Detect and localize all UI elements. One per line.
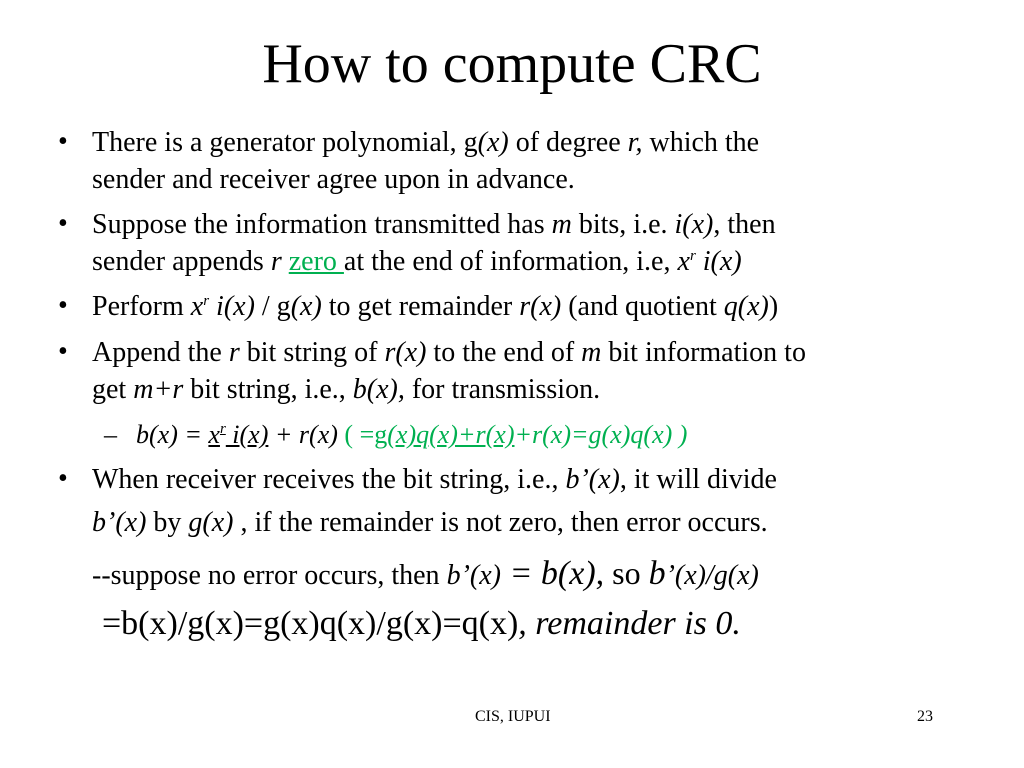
text-run: , then: [713, 209, 776, 240]
math-run: b’(x): [565, 464, 620, 495]
text-run: There is a generator polynomial, g: [92, 127, 478, 158]
text-run: =b(x)/g(x)=g(x)q(x)/g(x)=q(x): [102, 605, 519, 642]
text-run: to the end of: [426, 337, 582, 368]
sub-bullet-equation: [136, 418, 687, 452]
math-run: ’(x)/g(x): [665, 560, 759, 591]
text-run: which the: [642, 127, 760, 158]
text-run: at the end of information, i.e,: [343, 246, 678, 277]
math-run: r: [270, 246, 282, 277]
text-run: (and quotient: [561, 291, 724, 322]
text-run: --suppose no error occurs, then: [92, 560, 447, 591]
bullet-5-line-4: [102, 604, 741, 644]
superscript-r: r: [689, 248, 696, 264]
math-run: b’(x): [92, 507, 147, 538]
math-run: +r(x)=g(x)q(x) ): [514, 420, 688, 449]
text-run: so: [604, 555, 649, 591]
math-run: r(x): [384, 337, 427, 368]
text-run: to get remainder: [321, 291, 520, 322]
slide-title: How to compute CRC: [262, 33, 762, 95]
bullet-marker: •: [58, 290, 68, 321]
bullet-5-line-2: [92, 506, 768, 540]
math-run: (x): [290, 291, 322, 322]
math-run: m: [581, 337, 602, 368]
text-run: bit string, i.e.,: [183, 374, 353, 405]
bullet-1-line-1: [92, 126, 759, 160]
math-run: + r(x): [268, 420, 345, 449]
green-link[interactable]: (x)q(x)+r(x): [387, 420, 515, 449]
math-run: x: [677, 246, 690, 277]
text-run: When receiver receives the bit string, i.e.,: [92, 464, 566, 495]
text-run: Append the: [92, 337, 229, 368]
math-run: r(x): [519, 291, 562, 322]
text-run: ( =g: [344, 420, 388, 449]
text-run: bit information to: [601, 337, 806, 368]
text-run: for transmission.: [404, 374, 601, 405]
math-run: m+r: [133, 374, 184, 405]
footer-course: CIS, IUPUI: [475, 708, 551, 725]
bullet-4-line-2: [92, 373, 600, 407]
math-run: i(x): [209, 291, 255, 322]
math-run: r,: [627, 127, 643, 158]
math-run: b: [648, 555, 666, 592]
bullet-2-line-1: [92, 208, 776, 242]
bullet-3-line-1: [92, 290, 778, 324]
bullet-4-line-1: [92, 336, 806, 370]
text-run: sender appends: [92, 246, 271, 277]
bullet-1-line-2: sender and receiver agree upon in advance.: [92, 164, 575, 195]
bullet-marker: •: [58, 126, 68, 157]
text-run: get: [92, 374, 134, 405]
math-run: , remainder is 0.: [518, 605, 741, 642]
text-run: / g: [254, 291, 291, 322]
math-run: m: [551, 209, 572, 240]
math-run: b(x),: [352, 374, 405, 405]
math-run: i(x): [674, 209, 714, 240]
text-run: ): [768, 291, 779, 322]
math-run: i(x): [225, 420, 269, 449]
text-run: Suppose the information transmitted has: [92, 209, 552, 240]
superscript-r: r: [219, 421, 226, 437]
math-run: g(x): [188, 507, 234, 538]
math-run: r: [228, 337, 240, 368]
math-run: (x): [477, 127, 509, 158]
text-run: , it will divide: [619, 464, 777, 495]
superscript-r: r: [203, 293, 210, 309]
bullet-5-line-3: [92, 556, 759, 593]
bullet-2-line-2: [92, 245, 742, 279]
math-run: i(x): [695, 246, 742, 277]
text-run: , if the remainder is not zero, then error occurs.: [233, 507, 768, 538]
bullet-marker: •: [58, 336, 68, 367]
footer-page-number: 23: [917, 708, 933, 725]
text-run: of degree: [508, 127, 628, 158]
zero-link[interactable]: zero: [288, 246, 344, 277]
math-run: b(x) =: [136, 420, 209, 449]
sub-bullet-marker: –: [104, 420, 117, 449]
math-run: q(x): [723, 291, 769, 322]
bullet-5-line-1: [92, 463, 777, 497]
bullet-marker: •: [58, 208, 68, 239]
math-run: b’(x): [446, 560, 501, 591]
text-run: by: [146, 507, 189, 538]
text-run: Perform: [92, 291, 191, 322]
math-run: = b(x),: [500, 555, 605, 592]
bullet-marker: •: [58, 463, 68, 494]
math-run: x: [208, 420, 220, 449]
math-run: x: [190, 291, 204, 322]
text-run: bit string of: [239, 337, 385, 368]
text-run: bits, i.e.: [571, 209, 675, 240]
